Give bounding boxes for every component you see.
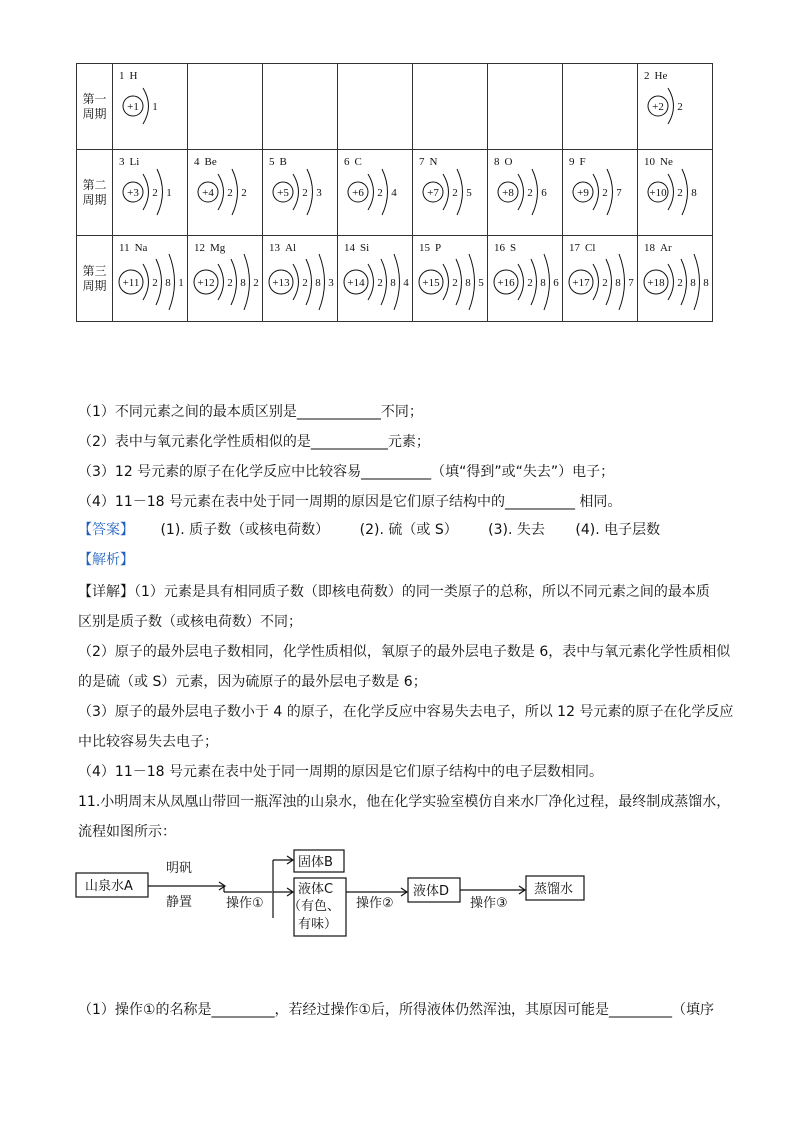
- label-product: 蒸馏水: [534, 882, 574, 897]
- nuclear-charge: +3: [127, 187, 139, 199]
- shell-electron-count: 4: [403, 277, 409, 289]
- element-cell: [563, 236, 638, 322]
- label-op1: 操作①: [226, 896, 264, 911]
- element-cell: [638, 64, 713, 150]
- element-cell: [413, 64, 488, 150]
- label-op3: 操作③: [470, 896, 508, 911]
- atom-diagram: [188, 236, 262, 321]
- question-4: （4）11－18 号元素在表中处于同一周期的原因是它们原子结构中的__________ 相同。: [78, 494, 622, 510]
- problem-11-question-1: （1）操作①的名称是_________，若经过操作①后，所得液体仍然浑浊，其原因可能是_________（填序: [78, 1002, 715, 1018]
- electron-shell-arc: [218, 264, 224, 300]
- element-symbol: Cl: [585, 242, 596, 254]
- element-cell: [638, 236, 713, 322]
- electron-shell-arc: [143, 174, 149, 210]
- period-label: [77, 64, 113, 150]
- problem-11-line-2: 流程如图所示：: [78, 824, 176, 840]
- element-cell: [113, 150, 188, 236]
- question-1: （1）不同元素之间的最本质区别是____________不同；: [78, 404, 423, 420]
- nuclear-charge: +14: [347, 277, 365, 289]
- shell-electron-count: 2: [152, 187, 158, 199]
- element-symbol: Al: [285, 242, 296, 254]
- element-symbol: F: [579, 156, 586, 168]
- element-symbol: B: [279, 156, 287, 168]
- nuclear-charge: +2: [652, 101, 664, 113]
- shell-electron-count: 2: [677, 101, 683, 113]
- shell-electron-count: 2: [677, 187, 683, 199]
- answer-label: 【答案】: [78, 522, 134, 538]
- nuclear-charge: +4: [202, 187, 214, 199]
- problem-11-line-1: 11.小明周末从凤凰山带回一瓶浑浊的山泉水，他在化学实验室模仿自来水厂净化过程，最终制成蒸馏水，: [78, 794, 731, 810]
- shell-electron-count: 8: [690, 277, 696, 289]
- electron-shell-arc: [443, 264, 449, 300]
- shell-electron-count: 2: [241, 187, 247, 199]
- period-label-line: 第三: [82, 263, 107, 278]
- nuclear-charge: +7: [427, 187, 439, 199]
- shell-electron-count: 7: [628, 277, 634, 289]
- period-label: [77, 150, 113, 236]
- nuclear-charge: +9: [577, 187, 589, 199]
- shell-electron-count: 2: [452, 187, 458, 199]
- purification-flow-diagram: [74, 848, 594, 940]
- atomic-number: 4: [194, 156, 200, 168]
- electron-shell-arc: [307, 169, 313, 215]
- nuclear-charge: +15: [422, 277, 440, 289]
- atom-diagram: [638, 236, 712, 321]
- label-settle: 静置: [166, 895, 193, 910]
- element-cell: [188, 236, 263, 322]
- atomic-number: 5: [269, 156, 275, 168]
- atom-diagram: [488, 150, 562, 235]
- nuclear-charge: +1: [127, 101, 139, 113]
- shell-electron-count: 3: [316, 187, 322, 199]
- element-cell: [338, 64, 413, 150]
- atom-diagram: [338, 236, 412, 321]
- periodic-table: [76, 63, 713, 322]
- label-liquid-c-note-1: （有色、: [288, 899, 341, 914]
- nuclear-charge: +13: [272, 277, 290, 289]
- element-cell: [563, 150, 638, 236]
- analysis-line-7: （4）11－18 号元素在表中处于同一周期的原因是它们原子结构中的电子层数相同。: [78, 764, 603, 780]
- electron-shell-arc: [143, 264, 149, 300]
- shell-electron-count: 1: [166, 187, 172, 199]
- element-symbol: Si: [360, 242, 370, 254]
- atomic-number: 14: [344, 242, 355, 254]
- electron-shell-arc: [218, 174, 224, 210]
- shell-electron-count: 2: [227, 187, 233, 199]
- period-row: [77, 150, 713, 236]
- shell-electron-count: 8: [691, 187, 697, 199]
- atom-diagram: [113, 150, 187, 235]
- atomic-number: 1: [119, 70, 125, 82]
- analysis-line-4: 的是硫（或 S）元素，因为硫原子的最外层电子数是 6；: [78, 674, 427, 690]
- atomic-number: 9: [569, 156, 575, 168]
- shell-electron-count: 6: [553, 277, 559, 289]
- analysis-line-2: 区别是质子数（或核电荷数）不同；: [78, 614, 302, 630]
- element-cell: [413, 236, 488, 322]
- element-cell: [488, 64, 563, 150]
- atom-diagram: [638, 150, 712, 235]
- period-row: [77, 236, 713, 322]
- electron-shell-arc: [368, 174, 374, 210]
- atomic-number: 13: [269, 242, 280, 254]
- shell-electron-count: 8: [703, 277, 709, 289]
- electron-shell-arc: [293, 264, 299, 300]
- element-cell: [263, 64, 338, 150]
- answer-line: [78, 519, 660, 539]
- atom-diagram: [113, 236, 187, 321]
- atomic-number: 2: [644, 70, 650, 82]
- element-cell: [263, 236, 338, 322]
- element-cell: [338, 236, 413, 322]
- detail-label: 【详解】: [78, 584, 134, 600]
- electron-shell-arc: [593, 264, 599, 300]
- element-cell: [188, 64, 263, 150]
- element-symbol: C: [354, 156, 362, 168]
- period-label: [77, 236, 113, 322]
- shell-electron-count: 2: [227, 277, 233, 289]
- shell-electron-count: 2: [253, 277, 259, 289]
- atomic-number: 16: [494, 242, 505, 254]
- period-label-line: 周期: [82, 278, 107, 293]
- analysis-line-1: 【详解】（1）元素是具有相同质子数（即核电荷数）的同一类原子的总称，所以不同元素之间的最本质: [78, 584, 710, 600]
- element-cell: [488, 236, 563, 322]
- element-cell: [488, 150, 563, 236]
- nuclear-charge: +12: [197, 277, 215, 289]
- shell-electron-count: 3: [328, 277, 334, 289]
- shell-electron-count: 7: [616, 187, 622, 199]
- element-symbol: Mg: [210, 242, 226, 254]
- electron-shell-arc: [668, 264, 674, 300]
- nuclear-charge: +8: [502, 187, 514, 199]
- electron-shell-arc: [593, 174, 599, 210]
- element-symbol: O: [504, 156, 513, 168]
- atom-diagram: [413, 236, 487, 321]
- atom-diagram: [638, 64, 712, 149]
- shell-electron-count: 2: [527, 277, 533, 289]
- label-reagent: 明矾: [166, 861, 193, 876]
- element-symbol: H: [129, 70, 138, 82]
- electron-shell-arc: [607, 169, 613, 215]
- shell-electron-count: 2: [677, 277, 683, 289]
- atom-diagram: [563, 236, 637, 321]
- atomic-number: 18: [644, 242, 655, 254]
- nuclear-charge: +6: [352, 187, 364, 199]
- electron-shell-arc: [668, 174, 674, 210]
- electron-shell-arc: [382, 169, 388, 215]
- answer-1: (1). 质子数（或核电荷数）: [160, 522, 330, 538]
- period-row: [77, 64, 713, 150]
- element-cell: [563, 64, 638, 150]
- element-cell: [638, 150, 713, 236]
- atom-diagram: [263, 150, 337, 235]
- shell-electron-count: 2: [377, 187, 383, 199]
- shell-electron-count: 8: [315, 277, 321, 289]
- answer-4: (4). 电子层数: [575, 522, 661, 538]
- label-source: 山泉水A: [85, 879, 133, 894]
- shell-electron-count: 8: [465, 277, 471, 289]
- element-cell: [413, 150, 488, 236]
- element-symbol: Li: [129, 156, 140, 168]
- period-label-line: 第二: [82, 177, 107, 192]
- label-liquid-c: 液体C: [298, 882, 334, 897]
- analysis-line-5: （3）原子的最外层电子数小于 4 的原子，在化学反应中容易失去电子，所以 12 号元素的原子在化学反应: [78, 704, 734, 720]
- atomic-number: 17: [569, 242, 580, 254]
- shell-electron-count: 2: [602, 277, 608, 289]
- shell-electron-count: 5: [478, 277, 484, 289]
- label-op2: 操作②: [356, 896, 394, 911]
- atom-diagram: [113, 64, 187, 149]
- nuclear-charge: +17: [572, 277, 590, 289]
- element-symbol: Be: [204, 156, 217, 168]
- atom-diagram: [188, 150, 262, 235]
- shell-electron-count: 8: [615, 277, 621, 289]
- label-liquid-d: 液体D: [413, 884, 450, 899]
- element-symbol: P: [435, 242, 442, 254]
- shell-electron-count: 8: [540, 277, 546, 289]
- shell-electron-count: 2: [527, 187, 533, 199]
- element-cell: [188, 150, 263, 236]
- shell-electron-count: 2: [377, 277, 383, 289]
- electron-shell-arc: [518, 174, 524, 210]
- atomic-number: 10: [644, 156, 655, 168]
- atom-diagram: [338, 150, 412, 235]
- shell-electron-count: 2: [602, 187, 608, 199]
- question-3: （3）12 号元素的原子在化学反应中比较容易__________（填“得到”或“失去”）电子；: [78, 464, 615, 480]
- element-symbol: S: [510, 242, 517, 254]
- shell-electron-count: 1: [178, 277, 184, 289]
- nuclear-charge: +10: [649, 187, 667, 199]
- analysis-line-3: （2）原子的最外层电子数相同，化学性质相似，氧原子的最外层电子数是 6，表中与氧元素化学性质相似: [78, 644, 731, 660]
- element-symbol: Na: [134, 242, 148, 254]
- element-cell: [263, 150, 338, 236]
- electron-shell-arc: [682, 169, 688, 215]
- period-label-line: 周期: [82, 106, 107, 121]
- atom-diagram: [413, 150, 487, 235]
- atomic-number: 12: [194, 242, 205, 254]
- nuclear-charge: +18: [647, 277, 665, 289]
- label-solid: 固体B: [298, 855, 333, 870]
- element-symbol: N: [429, 156, 438, 168]
- shell-electron-count: 8: [390, 277, 396, 289]
- electron-shell-arc: [443, 174, 449, 210]
- answer-3: (3). 失去: [488, 522, 545, 538]
- question-2: （2）表中与氧元素化学性质相似的是___________元素；: [78, 434, 430, 450]
- shell-electron-count: 2: [302, 277, 308, 289]
- shell-electron-count: 8: [240, 277, 246, 289]
- electron-shell-arc: [157, 169, 163, 215]
- shell-electron-count: 1: [152, 101, 158, 113]
- atom-diagram: [488, 236, 562, 321]
- electron-shell-arc: [518, 264, 524, 300]
- answer-2: (2). 硫（或 S）: [359, 522, 458, 538]
- nuclear-charge: +16: [497, 277, 515, 289]
- atomic-number: 8: [494, 156, 500, 168]
- electron-shell-arc: [293, 174, 299, 210]
- element-symbol: Ar: [660, 242, 672, 254]
- electron-shell-arc: [668, 88, 674, 124]
- atomic-number: 6: [344, 156, 350, 168]
- electron-shell-arc: [368, 264, 374, 300]
- analysis-label: 【解析】: [78, 552, 134, 568]
- element-symbol: He: [654, 70, 668, 82]
- element-symbol: Ne: [660, 156, 673, 168]
- shell-electron-count: 6: [541, 187, 547, 199]
- shell-electron-count: 5: [466, 187, 472, 199]
- element-cell: [338, 150, 413, 236]
- electron-shell-arc: [532, 169, 538, 215]
- electron-shell-arc: [232, 169, 238, 215]
- label-liquid-c-note-2: 有味）: [298, 917, 338, 932]
- electron-shell-arc: [457, 169, 463, 215]
- atomic-number: 15: [419, 242, 430, 254]
- shell-electron-count: 2: [302, 187, 308, 199]
- analysis-line-6: 中比较容易失去电子；: [78, 734, 218, 750]
- atom-diagram: [263, 236, 337, 321]
- atomic-number: 7: [419, 156, 425, 168]
- atomic-number: 3: [119, 156, 125, 168]
- atomic-number: 11: [119, 242, 130, 254]
- nuclear-charge: +5: [277, 187, 289, 199]
- electron-shell-arc: [143, 88, 149, 124]
- shell-electron-count: 8: [165, 277, 171, 289]
- shell-electron-count: 4: [391, 187, 397, 199]
- period-label-line: 周期: [82, 192, 107, 207]
- shell-electron-count: 2: [152, 277, 158, 289]
- nuclear-charge: +11: [122, 277, 140, 289]
- shell-electron-count: 2: [452, 277, 458, 289]
- element-cell: [113, 64, 188, 150]
- period-label-line: 第一: [82, 91, 107, 106]
- element-cell: [113, 236, 188, 322]
- atom-diagram: [563, 150, 637, 235]
